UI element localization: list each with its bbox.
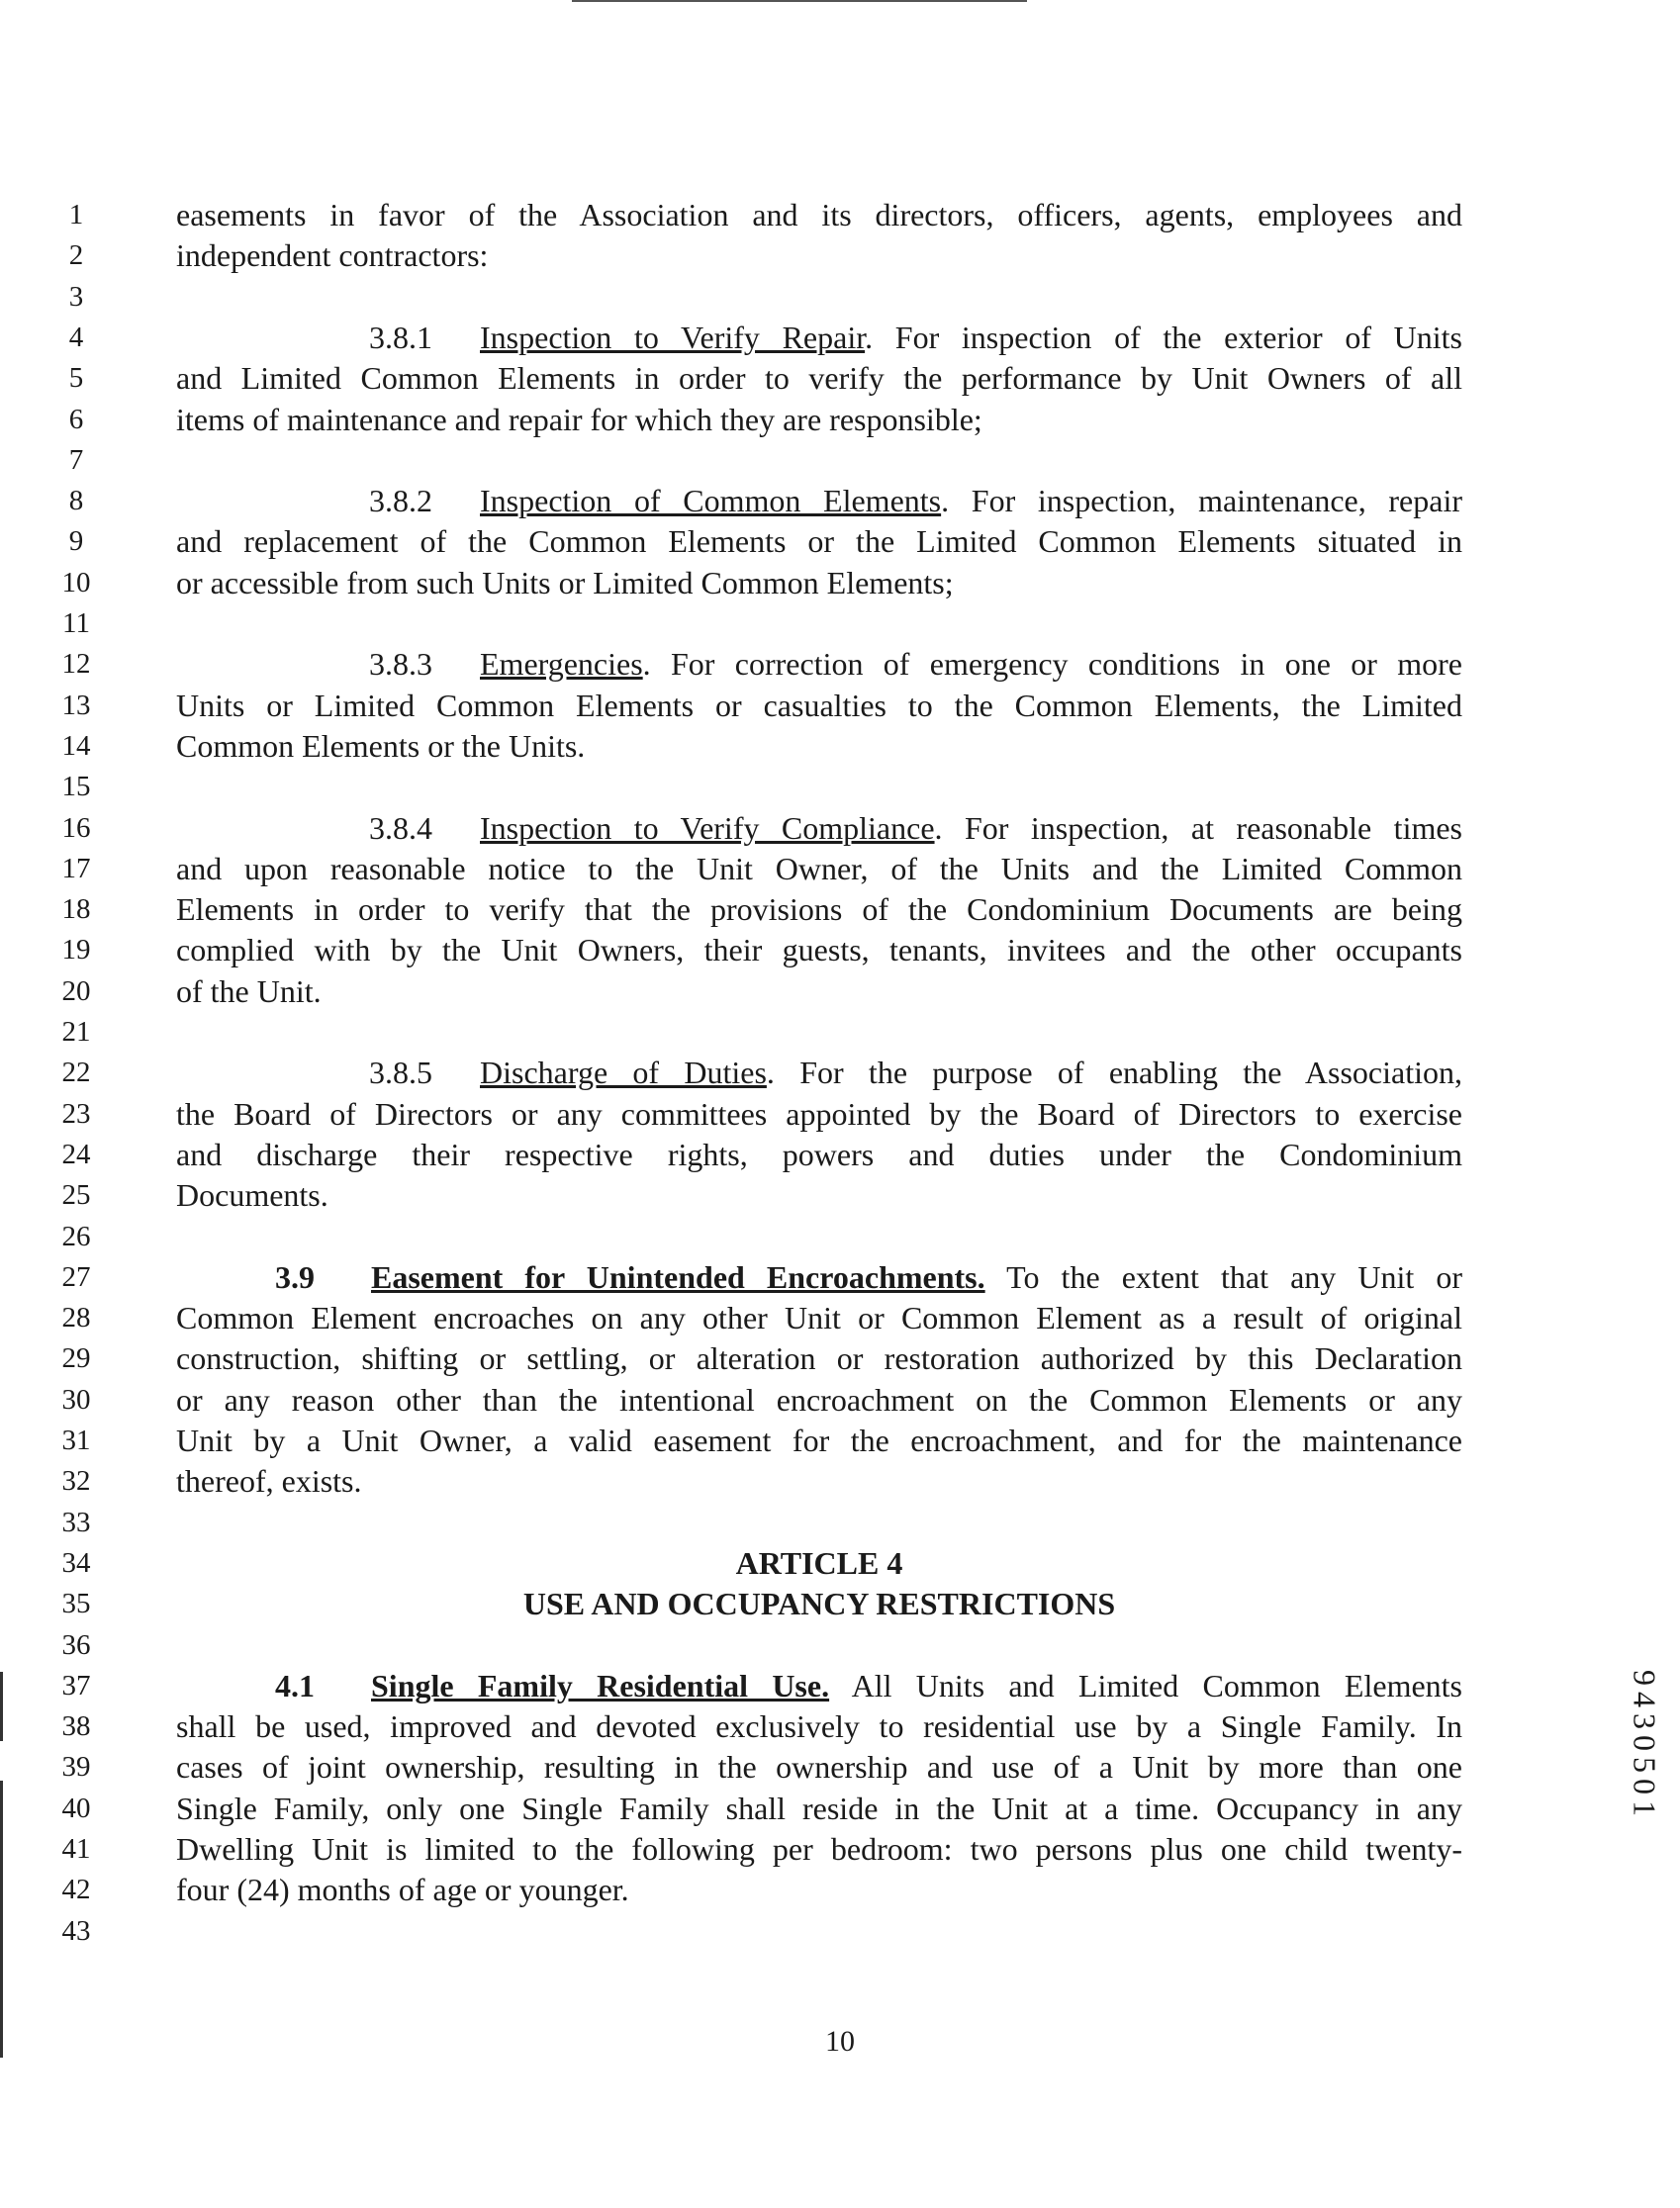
text-run: Common Element encroaches on any other Unit or Common Element as a result of original	[176, 1300, 1462, 1336]
text-run: or accessible from such Units or Limited Common Elements;	[176, 564, 954, 600]
document-line	[0, 521, 1680, 562]
text-run: All Units and Limited Common Elements	[829, 1667, 1463, 1703]
line-number: 34	[61, 1546, 91, 1579]
section-number: 3.8.1	[369, 319, 432, 355]
page-number: 10	[825, 2025, 855, 2058]
document-line	[0, 1298, 1680, 1338]
line-number: 13	[61, 689, 91, 721]
document-line	[0, 277, 1680, 318]
line-number: 32	[61, 1465, 91, 1498]
document-line	[0, 1380, 1680, 1421]
line-text	[176, 358, 1462, 399]
section-title: Easement for Unintended Encroachments.	[371, 1258, 985, 1295]
line-text	[176, 481, 1462, 521]
line-text	[176, 1135, 1462, 1175]
text-run: items of maintenance and repair for which they are responsible;	[176, 401, 982, 437]
line-number: 38	[61, 1710, 91, 1743]
text-run: Units or Limited Common Elements or casualties to the Common Elements, the Limited	[176, 687, 1462, 723]
line-number: 14	[61, 729, 91, 762]
text-run: and Limited Common Elements in order to verify the performance by Unit Owners of all	[176, 360, 1462, 397]
text-run: four (24) months of age or younger.	[176, 1872, 629, 1908]
line-text	[176, 1380, 1462, 1421]
scan-edge-mark	[0, 1781, 3, 2058]
line-number: 20	[61, 974, 91, 1007]
line-number: 5	[68, 362, 84, 395]
text-run: cases of joint ownership, resulting in the ownership and use of a Unit by more than one	[176, 1749, 1462, 1786]
document-line	[0, 1625, 1680, 1666]
document-line	[0, 1338, 1680, 1379]
line-text	[176, 1789, 1462, 1829]
line-text	[176, 849, 1462, 889]
line-number: 25	[61, 1179, 91, 1212]
document-line	[0, 808, 1680, 849]
line-text	[176, 1298, 1462, 1338]
document-line	[0, 1543, 1680, 1584]
line-number: 37	[61, 1669, 91, 1702]
document-line	[0, 1094, 1680, 1135]
line-number: 22	[61, 1057, 91, 1089]
line-text	[176, 1338, 1462, 1379]
section-title: Single Family Residential Use.	[371, 1667, 830, 1703]
line-number: 4	[68, 321, 84, 353]
line-number: 10	[61, 566, 91, 598]
line-number: 35	[61, 1588, 91, 1620]
line-text	[176, 1870, 1462, 1910]
document-line	[0, 971, 1680, 1012]
text-run: Documents.	[176, 1177, 328, 1214]
text-run: . For inspection of the exterior of Units	[865, 319, 1463, 355]
line-text	[176, 1461, 1462, 1502]
line-number: 12	[61, 648, 91, 681]
line-number: 30	[61, 1383, 91, 1416]
text-run: complied with by the Unit Owners, their guests, tenants, invitees and the other occupants	[176, 932, 1462, 968]
section-title: Discharge of Duties	[480, 1055, 767, 1091]
line-number: 7	[68, 443, 84, 476]
line-number: 26	[61, 1220, 91, 1252]
recording-stamp	[1623, 1583, 1666, 1909]
document-line	[0, 1503, 1680, 1543]
line-text	[176, 1094, 1462, 1135]
text-run: the Board of Directors or any committees appointed by the Board of Directors to exercise	[176, 1095, 1462, 1132]
line-text	[176, 318, 1462, 358]
text-run: and upon reasonable notice to the Unit Owner, of the Units and the Limited Common	[176, 850, 1462, 886]
text-run: of the Unit.	[176, 972, 322, 1009]
document-line	[0, 563, 1680, 603]
line-number: 42	[61, 1874, 91, 1906]
text-run: Dwelling Unit is limited to the following per bedroom: two persons plus one child twenty-	[176, 1831, 1462, 1867]
line-number: 15	[61, 771, 91, 803]
document-line	[0, 1461, 1680, 1502]
line-text	[176, 1257, 1462, 1298]
document-line	[0, 235, 1680, 276]
recording-stamp-text: 9430501	[1627, 1670, 1663, 1822]
text-run: easements in favor of the Association and its directors, officers, agents, employees and	[176, 197, 1462, 232]
section-title: Inspection of Common Elements	[480, 483, 942, 519]
line-number: 16	[61, 811, 91, 844]
text-run: To the extent that any Unit or	[984, 1258, 1463, 1295]
document-line	[0, 1666, 1680, 1706]
text-run: construction, shifting or settling, or alteration or restoration authorized by this Declaration	[176, 1340, 1462, 1377]
text-run: and replacement of the Common Elements or the Limited Common Elements situated in	[176, 523, 1462, 560]
document-line	[0, 1175, 1680, 1216]
scan-edge-mark	[0, 1672, 3, 1741]
section-number: 3.8.3	[369, 646, 432, 683]
line-number: 23	[61, 1097, 91, 1130]
text-run: USE AND OCCUPANCY RESTRICTIONS	[522, 1586, 1116, 1622]
line-number: 40	[61, 1792, 91, 1824]
document-line	[0, 1584, 1680, 1624]
document-line	[0, 1747, 1680, 1788]
section-title: Inspection to Verify Compliance	[480, 809, 935, 846]
line-number: 6	[68, 403, 84, 435]
text-run: . For inspection, at reasonable times	[934, 809, 1463, 846]
line-text	[176, 195, 1462, 235]
document-line	[0, 686, 1680, 726]
line-text	[176, 686, 1462, 726]
document-line	[0, 767, 1680, 807]
document-line	[0, 889, 1680, 930]
document-line	[0, 603, 1680, 644]
document-line	[0, 1135, 1680, 1175]
line-text	[176, 1175, 1462, 1216]
document-line	[0, 849, 1680, 889]
text-run: Common Elements or the Units.	[176, 727, 586, 764]
line-number: 33	[61, 1506, 91, 1538]
section-number: 3.8.5	[369, 1055, 432, 1091]
document-line	[0, 481, 1680, 521]
document-line	[0, 930, 1680, 970]
document-line	[0, 1421, 1680, 1461]
section-title: Inspection to Verify Repair	[480, 319, 866, 355]
text-run: shall be used, improved and devoted exclusively to residential use by a Single Family. In	[176, 1708, 1462, 1745]
line-number: 18	[61, 893, 91, 926]
section-number: 3.8.4	[369, 809, 432, 846]
section-number: 4.1	[275, 1667, 315, 1703]
document-line	[0, 440, 1680, 481]
text-run: Unit by a Unit Owner, a valid easement for the encroachment, and for the maintenance	[176, 1423, 1462, 1458]
line-text	[176, 889, 1462, 930]
line-number: 9	[68, 525, 84, 558]
text-run: thereof, exists.	[176, 1463, 362, 1500]
text-run: or any reason other than the intentional encroachment on the Common Elements or any	[176, 1381, 1462, 1418]
document-line	[0, 318, 1680, 358]
line-number: 3	[68, 280, 84, 313]
line-text	[176, 1421, 1462, 1461]
line-text	[176, 808, 1462, 849]
line-text	[176, 726, 1462, 767]
document-line	[0, 1829, 1680, 1870]
line-number: 39	[61, 1751, 91, 1784]
text-run: ARTICLE 4	[735, 1544, 903, 1581]
line-number: 1	[68, 199, 84, 230]
line-number: 2	[68, 239, 84, 272]
document-line	[0, 358, 1680, 399]
document-line	[0, 1911, 1680, 1952]
text-run: Single Family, only one Single Family shall reside in the Unit at a time. Occupancy in any	[176, 1790, 1462, 1826]
line-text	[176, 235, 1462, 276]
line-number: 11	[62, 607, 90, 639]
article-heading	[176, 1543, 1462, 1584]
line-text	[176, 930, 1462, 970]
document-line	[0, 1217, 1680, 1257]
document-line	[0, 1789, 1680, 1829]
line-number: 43	[61, 1914, 91, 1947]
text-run: Elements in order to verify that the provisions of the Condominium Documents are being	[176, 891, 1462, 928]
line-number: 31	[61, 1425, 91, 1456]
line-text	[176, 1706, 1462, 1747]
top-edge-rule	[572, 0, 1027, 2]
document-line	[0, 195, 1680, 235]
line-number: 28	[61, 1302, 91, 1334]
document-line	[0, 1870, 1680, 1910]
line-number: 24	[61, 1138, 91, 1170]
line-number: 21	[61, 1016, 91, 1048]
line-number: 29	[61, 1342, 91, 1375]
document-line	[0, 1257, 1680, 1298]
article-heading	[176, 1584, 1462, 1624]
line-text	[176, 521, 1462, 562]
line-text	[176, 1747, 1462, 1788]
text-run: . For correction of emergency conditions in one or more	[642, 646, 1462, 683]
document-line	[0, 1053, 1680, 1093]
line-number: 27	[61, 1260, 91, 1293]
section-title: Emergencies	[480, 646, 643, 683]
line-number: 19	[61, 934, 91, 966]
line-text	[176, 1666, 1462, 1706]
document-line	[0, 1706, 1680, 1747]
line-number: 8	[68, 485, 84, 517]
document-line	[0, 400, 1680, 440]
line-text	[176, 1829, 1462, 1870]
text-run: . For the purpose of enabling the Association,	[766, 1055, 1462, 1091]
line-number: 41	[61, 1833, 91, 1865]
line-number: 17	[61, 852, 91, 884]
document-line	[0, 726, 1680, 767]
document-line	[0, 644, 1680, 685]
line-text	[176, 563, 1462, 603]
document-line	[0, 1012, 1680, 1053]
line-text	[176, 644, 1462, 685]
text-run: and discharge their respective rights, powers and duties under the Condominium	[176, 1136, 1462, 1172]
section-number: 3.8.2	[369, 483, 432, 519]
line-number: 36	[61, 1628, 91, 1661]
line-text	[176, 971, 1462, 1012]
line-text	[176, 1053, 1462, 1093]
text-run: independent contractors:	[176, 237, 489, 274]
text-run: . For inspection, maintenance, repair	[941, 483, 1463, 519]
line-text	[176, 400, 1462, 440]
section-number: 3.9	[275, 1258, 315, 1295]
